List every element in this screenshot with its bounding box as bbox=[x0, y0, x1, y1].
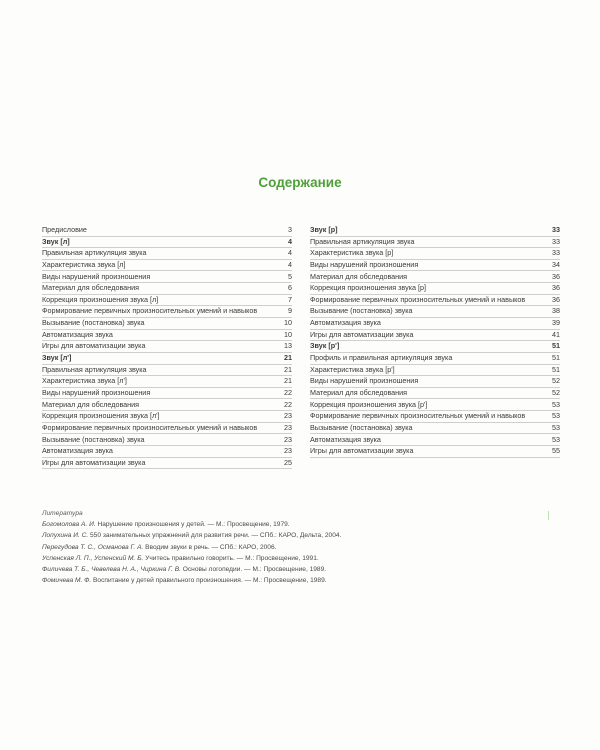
toc-entry-title: Вызывание (постановка) звука bbox=[42, 318, 145, 328]
toc-entry-title: Звук [л] bbox=[42, 236, 70, 246]
literature-author: Фомичева М. Ф. bbox=[42, 577, 92, 585]
literature-author: Филичева Т. Б., Чевелева Н. А., Чиркина Г. В. bbox=[42, 566, 181, 574]
page-title: Содержание bbox=[258, 175, 342, 190]
toc-entry-title: Виды нарушений произношения bbox=[42, 387, 151, 397]
literature-details: 550 занимательных упражнений для развития речи. — СПб.: КАРО, Дельта, 2004. bbox=[88, 532, 342, 540]
toc-entry-title: Игры для автоматизации звука bbox=[42, 341, 146, 351]
toc-section-heading[interactable] bbox=[310, 341, 560, 353]
literature-details: Нарушение произношения у детей. — М.: Просвещение, 1979. bbox=[95, 521, 290, 529]
toc-page-number: 23 bbox=[284, 422, 292, 432]
toc-page-number: 23 bbox=[284, 434, 292, 444]
toc-entry[interactable] bbox=[42, 376, 292, 388]
toc-entry[interactable] bbox=[310, 248, 560, 260]
toc-entry[interactable] bbox=[310, 376, 560, 388]
toc-entry[interactable] bbox=[42, 283, 292, 295]
toc-page-number: 53 bbox=[552, 399, 560, 409]
toc-entry[interactable] bbox=[310, 318, 560, 330]
toc-section-heading[interactable] bbox=[42, 237, 292, 249]
toc-entry-title: Профиль и правильная артикуляция звука bbox=[310, 353, 453, 363]
toc-entry[interactable] bbox=[310, 365, 560, 377]
toc-page-number: 53 bbox=[552, 422, 560, 432]
toc-entry[interactable] bbox=[310, 411, 560, 423]
toc-entry-title: Вызывание (постановка) звука bbox=[310, 422, 413, 432]
toc-page-number: 51 bbox=[552, 364, 560, 374]
toc-entry-title: Материал для обследования bbox=[310, 387, 408, 397]
toc-page-number: 7 bbox=[288, 294, 292, 304]
toc-entry[interactable] bbox=[42, 446, 292, 458]
literature-details: Основы логопедии. — М.: Просвещение, 1989. bbox=[180, 566, 327, 574]
toc-page-number: 33 bbox=[552, 248, 560, 258]
toc-entry-title: Характеристика звука [р] bbox=[310, 248, 394, 258]
literature-list bbox=[42, 519, 562, 586]
toc-entry-title: Виды нарушений произношения bbox=[310, 259, 419, 269]
toc-entry-title: Коррекция произношения звука [л] bbox=[42, 294, 159, 304]
toc-entry[interactable] bbox=[310, 330, 560, 342]
toc-entry[interactable] bbox=[310, 435, 560, 447]
toc-entry-title: Правильная артикуляция звука bbox=[42, 248, 147, 258]
toc-page-number: 6 bbox=[288, 283, 292, 293]
toc-entry[interactable] bbox=[42, 272, 292, 284]
toc-column-right bbox=[310, 225, 560, 458]
literature-entry bbox=[42, 553, 562, 564]
toc-page-number: 33 bbox=[552, 225, 560, 234]
literature-details: Вводим звуки в речь. — СПб.: КАРО, 2006. bbox=[143, 543, 277, 551]
toc-entry-title: Формирование первичных произносительных умений и навыков bbox=[42, 422, 258, 432]
toc-page-number: 33 bbox=[552, 236, 560, 246]
toc-entry[interactable] bbox=[42, 435, 292, 447]
toc-entry[interactable] bbox=[42, 388, 292, 400]
toc-column-left bbox=[42, 225, 292, 469]
literature-section bbox=[42, 508, 562, 586]
toc-entry-title: Предисловие bbox=[42, 225, 87, 234]
literature-author: Богомолова А. И. bbox=[42, 521, 96, 529]
toc-entry[interactable] bbox=[310, 446, 560, 458]
toc-page-number: 36 bbox=[552, 271, 560, 281]
literature-author: Лопухина И. С. bbox=[42, 532, 89, 540]
toc-page-number: 38 bbox=[552, 306, 560, 316]
toc-entry-title: Автоматизация звука bbox=[310, 318, 381, 328]
toc-page-number: 34 bbox=[552, 259, 560, 269]
toc-entry-title: Формирование первичных произносительных умений и навыков bbox=[42, 306, 258, 316]
toc-page-number: 51 bbox=[552, 341, 560, 351]
toc-entry[interactable] bbox=[310, 237, 560, 249]
toc-entry-title: Игры для автоматизации звука bbox=[42, 457, 146, 467]
toc-page-number: 22 bbox=[284, 399, 292, 409]
literature-details: Воспитание у детей правильного произношения. — М.: Просвещение, 1989. bbox=[91, 577, 327, 585]
toc-entry[interactable] bbox=[42, 458, 292, 470]
toc-entry[interactable] bbox=[42, 248, 292, 260]
toc-page-number: 53 bbox=[552, 434, 560, 444]
toc-page-number: 4 bbox=[288, 259, 292, 269]
toc-entry[interactable] bbox=[42, 260, 292, 272]
toc-entry-title: Материал для обследования bbox=[42, 399, 140, 409]
toc-entry[interactable] bbox=[310, 260, 560, 272]
toc-entry-title: Коррекция произношения звука [л'] bbox=[42, 411, 160, 421]
toc-entry-title: Характеристика звука [р'] bbox=[310, 364, 395, 374]
toc-entry[interactable] bbox=[310, 423, 560, 435]
literature-author: Перегудова Т. С., Османова Г. А. bbox=[42, 543, 144, 551]
literature-details: Учитесь правильно говорить. — М.: Просвещение, 1991. bbox=[143, 554, 319, 562]
toc-entry-title: Звук [р] bbox=[310, 225, 338, 234]
toc-page-number: 21 bbox=[284, 376, 292, 386]
literature-entry bbox=[42, 575, 562, 586]
toc-page-number: 10 bbox=[284, 329, 292, 339]
toc-page-number: 36 bbox=[552, 283, 560, 293]
toc-page-number: 41 bbox=[552, 329, 560, 339]
toc-page-number: 52 bbox=[552, 376, 560, 386]
toc-page-number: 52 bbox=[552, 387, 560, 397]
literature-entry bbox=[42, 530, 562, 541]
toc-page-number: 21 bbox=[284, 364, 292, 374]
toc-entry[interactable] bbox=[42, 306, 292, 318]
toc-entry-title: Автоматизация звука bbox=[42, 329, 113, 339]
toc-entry-title: Виды нарушений произношения bbox=[310, 376, 419, 386]
toc-entry-title: Правильная артикуляция звука bbox=[310, 236, 415, 246]
toc-entry[interactable] bbox=[42, 341, 292, 353]
toc-section-heading[interactable] bbox=[310, 225, 560, 237]
toc-page-number: 21 bbox=[284, 353, 292, 363]
toc-entry[interactable] bbox=[42, 295, 292, 307]
literature-header: Литература bbox=[42, 510, 83, 517]
toc-entry-title: Формирование первичных произносительных умений и навыков bbox=[310, 411, 526, 421]
toc-section-heading[interactable] bbox=[42, 353, 292, 365]
toc-entry-title: Звук [л'] bbox=[42, 353, 72, 363]
toc-entry[interactable] bbox=[42, 400, 292, 412]
toc-entry-title: Автоматизация звука bbox=[42, 446, 113, 456]
toc-page-number: 9 bbox=[288, 306, 292, 316]
toc-page-number: 51 bbox=[552, 353, 560, 363]
toc-entry-title: Игры для автоматизации звука bbox=[310, 329, 414, 339]
toc-entry-title: Характеристика звука [л] bbox=[42, 259, 126, 269]
toc-entry[interactable] bbox=[42, 225, 292, 237]
toc-entry[interactable] bbox=[310, 388, 560, 400]
toc-entry[interactable] bbox=[310, 295, 560, 307]
toc-page-number: 53 bbox=[552, 411, 560, 421]
toc-entry[interactable] bbox=[42, 330, 292, 342]
toc-page-number: 36 bbox=[552, 294, 560, 304]
toc-entry-title: Формирование первичных произносительных умений и навыков bbox=[310, 294, 526, 304]
toc-entry[interactable] bbox=[42, 365, 292, 377]
toc-entry-title: Характеристика звука [л'] bbox=[42, 376, 127, 386]
toc-page-number: 23 bbox=[284, 446, 292, 456]
toc-page-number: 22 bbox=[284, 387, 292, 397]
toc-page-number: 10 bbox=[284, 318, 292, 328]
toc-entry-title: Виды нарушений произношения bbox=[42, 271, 151, 281]
toc-page-number: 39 bbox=[552, 318, 560, 328]
toc-entry-title: Вызывание (постановка) звука bbox=[310, 306, 413, 316]
literature-entry bbox=[42, 542, 562, 553]
toc-entry[interactable] bbox=[42, 318, 292, 330]
toc-entry[interactable] bbox=[42, 423, 292, 435]
toc-entry[interactable] bbox=[310, 306, 560, 318]
literature-entry bbox=[42, 519, 562, 530]
toc-entry[interactable] bbox=[42, 411, 292, 423]
toc-entry-title: Материал для обследования bbox=[310, 271, 408, 281]
toc-entry-title: Материал для обследования bbox=[42, 283, 140, 293]
toc-page-number: 5 bbox=[288, 271, 292, 281]
toc-entry-title: Звук [р'] bbox=[310, 341, 340, 351]
toc-entry[interactable] bbox=[310, 272, 560, 284]
toc-entry[interactable] bbox=[310, 400, 560, 412]
toc-page-number: 25 bbox=[284, 457, 292, 467]
toc-page-number: 4 bbox=[288, 236, 292, 246]
literature-entry bbox=[42, 564, 562, 575]
toc-page-number: 3 bbox=[288, 225, 292, 234]
toc-entry-title: Коррекция произношения звука [р'] bbox=[310, 399, 428, 409]
toc-page-number: 23 bbox=[284, 411, 292, 421]
toc-page-number: 13 bbox=[284, 341, 292, 351]
toc-entry-title: Коррекция произношения звука [р] bbox=[310, 283, 426, 293]
toc-page-number: 4 bbox=[288, 248, 292, 258]
toc-entry-title: Игры для автоматизации звука bbox=[310, 446, 414, 456]
literature-author: Успенская Л. П., Успенский М. Б. bbox=[42, 554, 144, 562]
toc-entry-title: Автоматизация звука bbox=[310, 434, 381, 444]
toc-entry[interactable] bbox=[310, 353, 560, 365]
toc-entry-title: Правильная артикуляция звука bbox=[42, 364, 147, 374]
toc-page-number: 55 bbox=[552, 446, 560, 456]
toc-entry[interactable] bbox=[310, 283, 560, 295]
toc-entry-title: Вызывание (постановка) звука bbox=[42, 434, 145, 444]
